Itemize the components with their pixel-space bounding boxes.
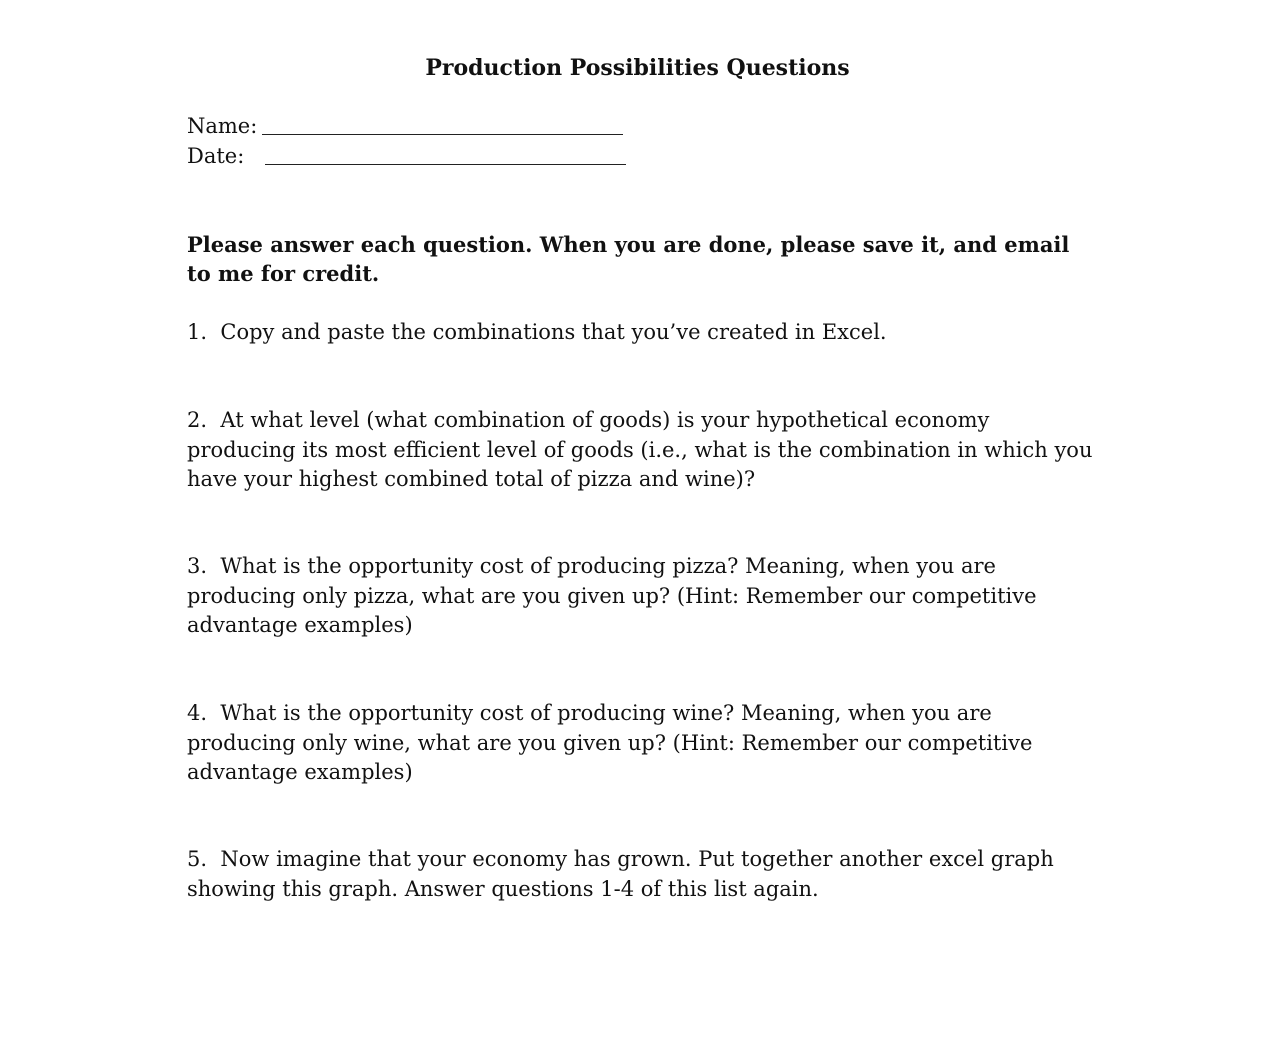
name-label: Name:: [187, 114, 258, 138]
question-2: [187, 406, 1097, 495]
page-title: Production Possibilities Questions: [425, 55, 850, 81]
question-3: [187, 552, 1097, 641]
question-text: Copy and paste the combinations that you’ve created in Excel.: [220, 320, 887, 344]
question-text: Now imagine that your economy has grown. Put together another excel graph showing this graph. Answer questions 1-4 of this list again.: [187, 847, 1054, 901]
question-number: 5.: [187, 847, 208, 871]
question-text: What is the opportunity cost of producing wine? Meaning, when you are producing only wine, what are you given up? (Hint: Remember our competitive advantage examples): [187, 701, 1033, 784]
date-label: Date:: [187, 144, 245, 168]
date-field: [187, 141, 626, 171]
question-number: 3.: [187, 554, 208, 578]
name-blank-line: [262, 114, 623, 135]
name-field: [187, 111, 623, 141]
question-4: [187, 699, 1097, 788]
question-number: 1.: [187, 320, 208, 344]
question-number: 4.: [187, 701, 208, 725]
date-blank-line: [265, 144, 626, 165]
question-text: At what level (what combination of goods) is your hypothetical economy producing its most efficient level of goods (i.e., what is the combination in which you have your highest combined total of pizza and wine)?: [187, 408, 1093, 491]
question-1: [187, 318, 1097, 348]
question-number: 2.: [187, 408, 208, 432]
question-text: What is the opportunity cost of producing pizza? Meaning, when you are producing only pizza, what are you given up? (Hint: Remember our competitive advantage examples): [187, 554, 1037, 637]
instructions: Please answer each question. When you are done, please save it, and email to me for credit.: [187, 232, 1070, 286]
question-5: [187, 845, 1097, 904]
